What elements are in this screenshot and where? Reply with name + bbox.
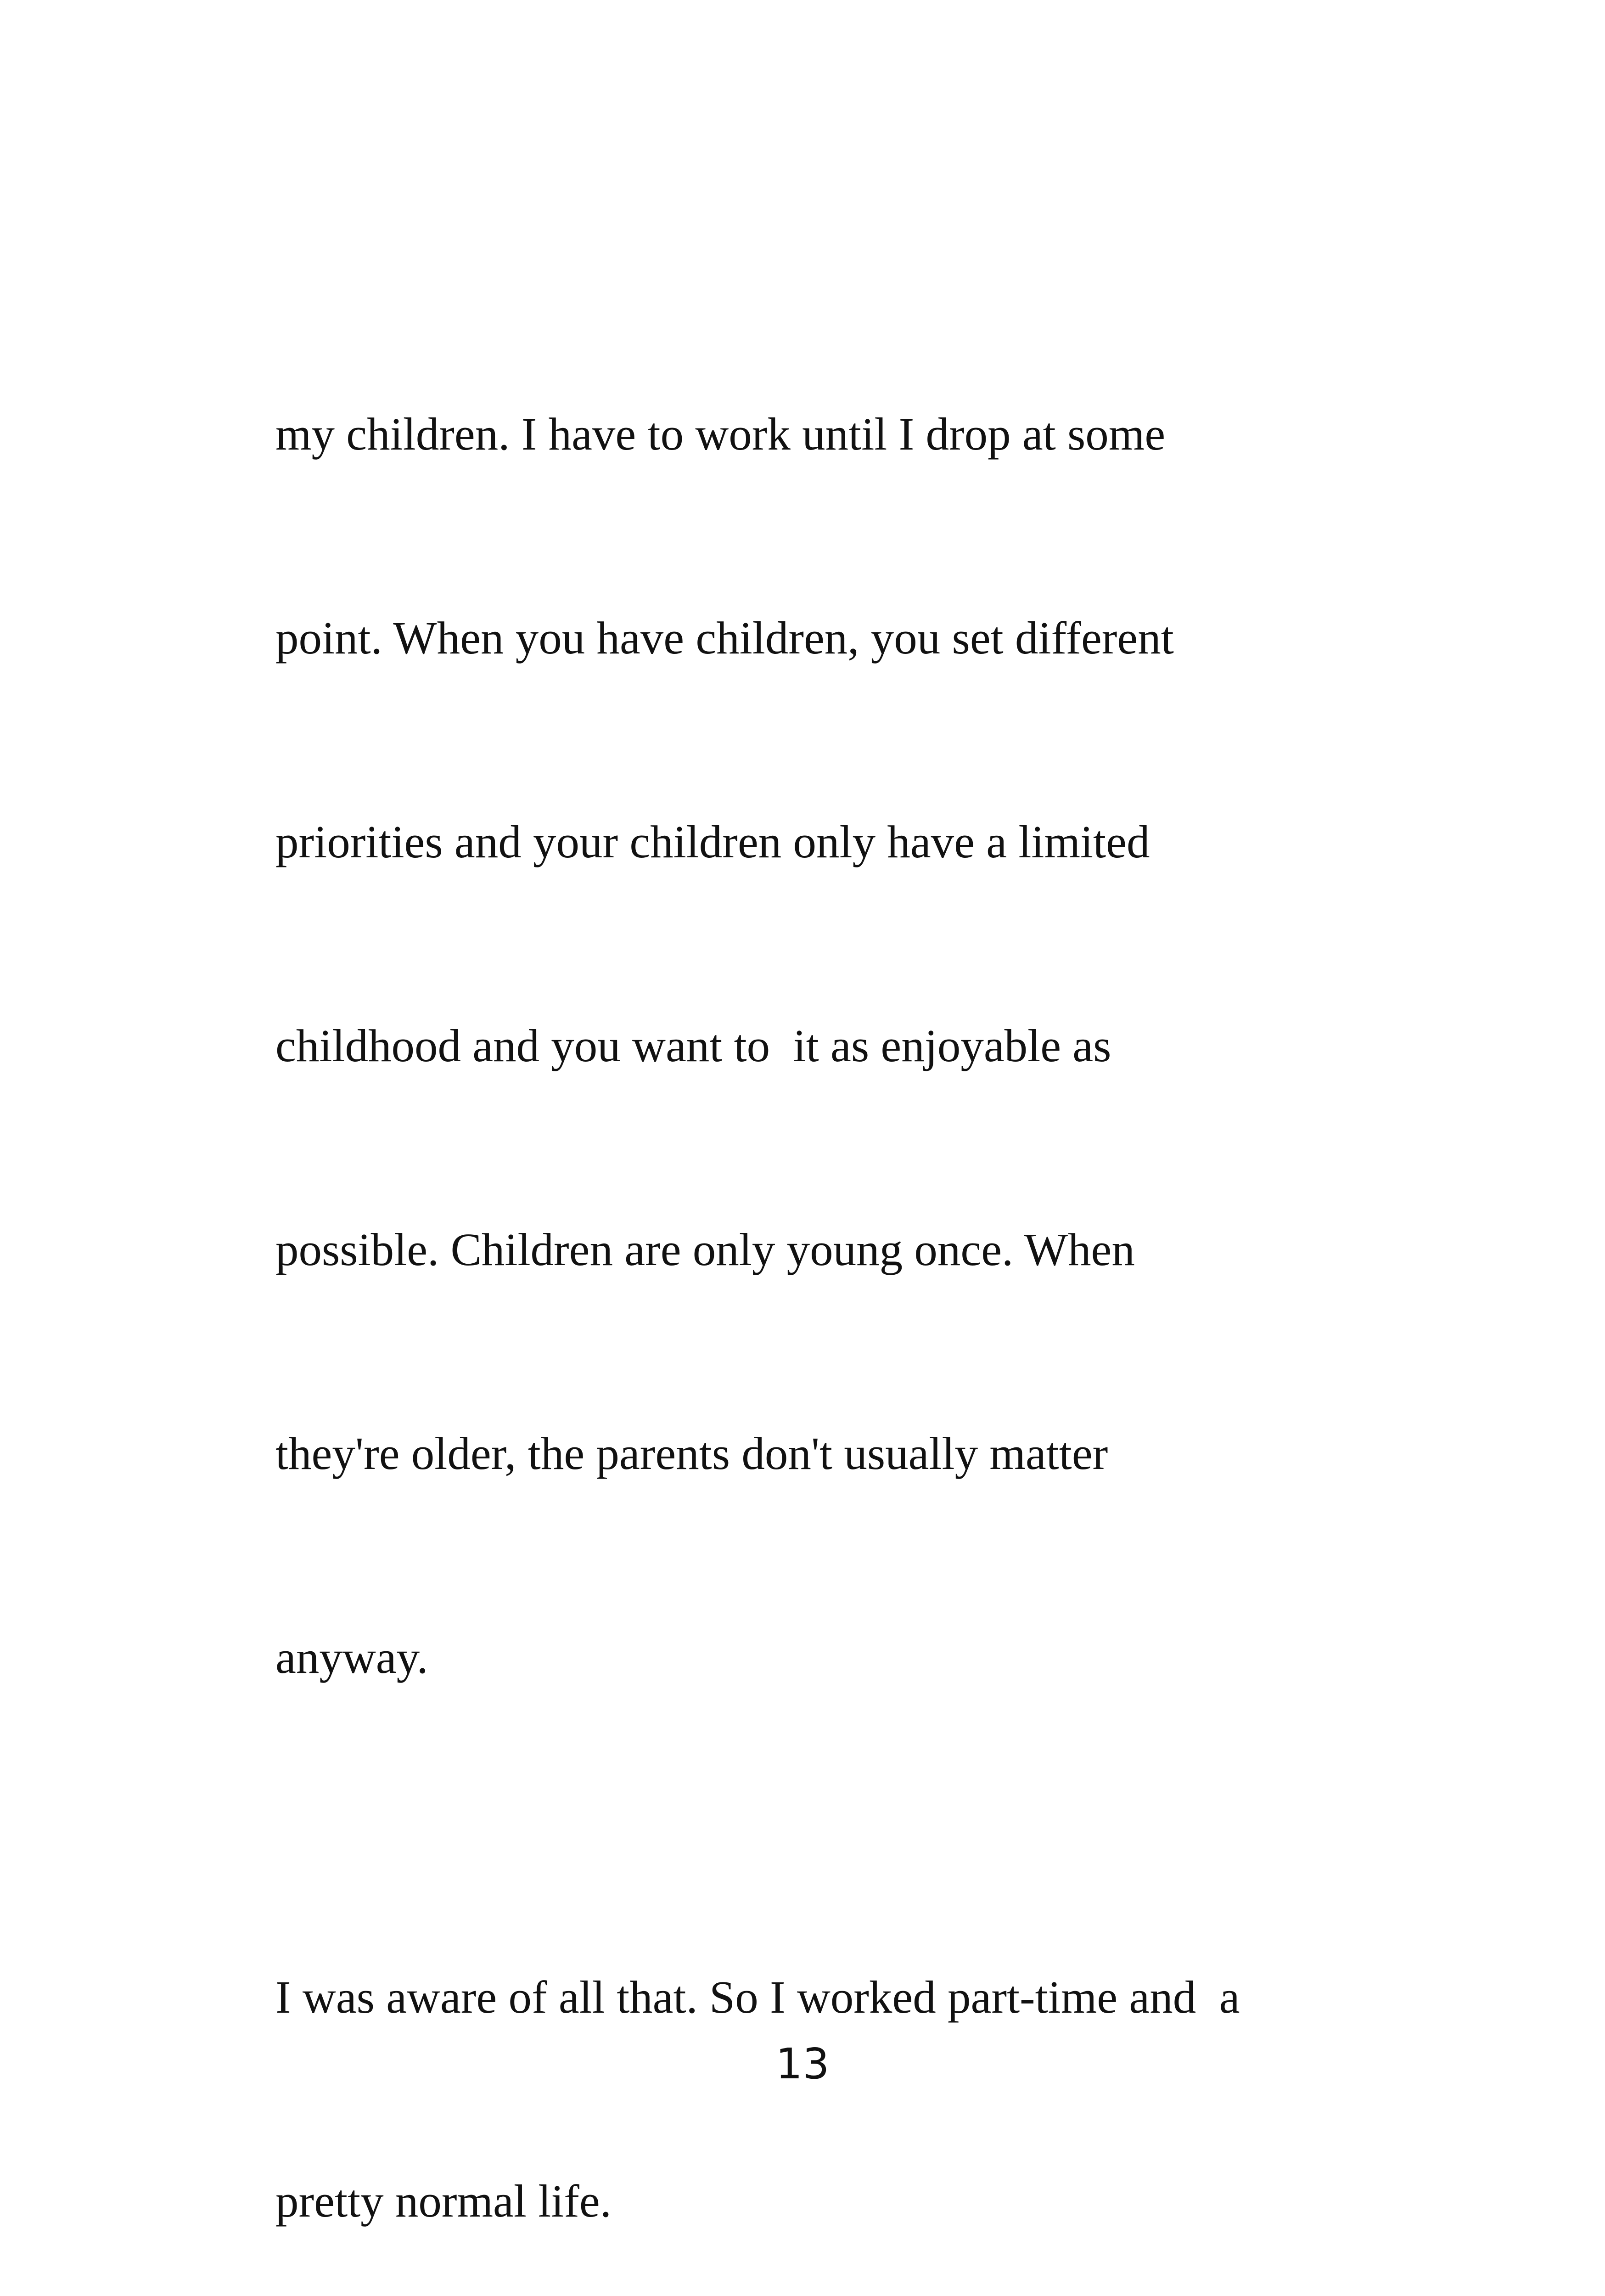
text-line: point. When you have children, you set different bbox=[275, 612, 1174, 664]
text-line: I was aware of all that. So I worked part-time and a bbox=[275, 1971, 1240, 2023]
text-line: my children. I have to work until I drop at some bbox=[275, 408, 1166, 460]
text-line: childhood and you want to it as enjoyable as bbox=[275, 1020, 1111, 1071]
paragraph-1 bbox=[275, 264, 1368, 1827]
text-line: anyway. bbox=[275, 1632, 428, 1683]
text-line: possible. Children are only young once. When bbox=[275, 1224, 1135, 1275]
page-number: 13 bbox=[775, 2039, 830, 2088]
text-line: they're older, the parents don't usually matter bbox=[275, 1428, 1108, 1479]
text-line: pretty normal life. bbox=[275, 2175, 612, 2227]
body-text bbox=[275, 264, 1368, 2296]
text-line: priorities and your children only have a limited bbox=[275, 816, 1150, 867]
